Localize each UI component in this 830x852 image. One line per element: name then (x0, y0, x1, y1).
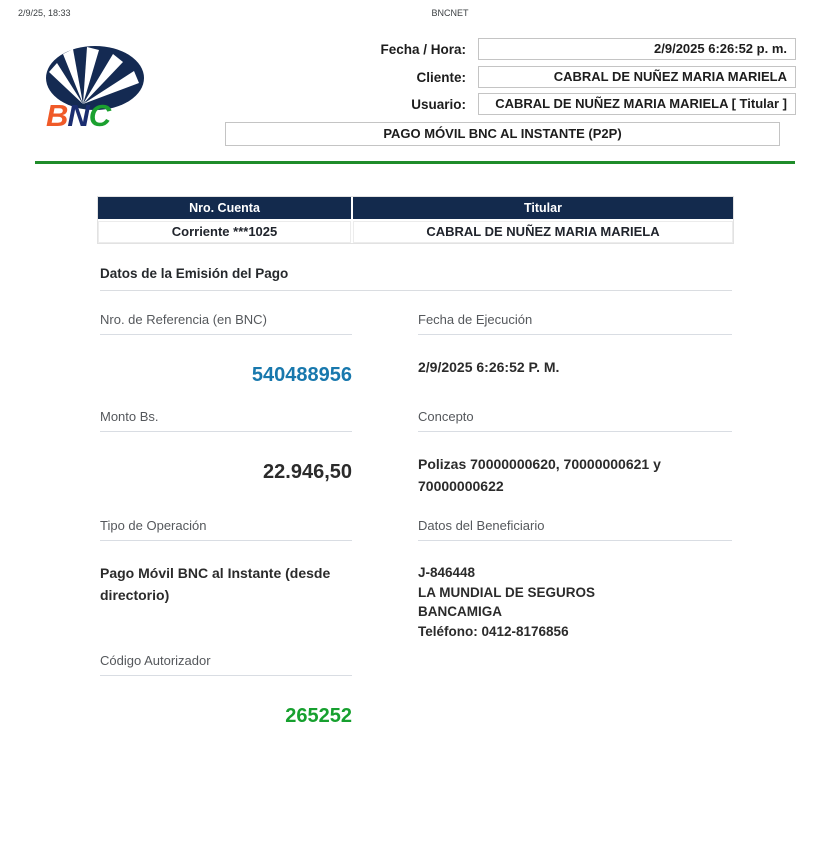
account-table-header-cuenta: Nro. Cuenta (98, 197, 351, 219)
field-referencia (100, 312, 352, 385)
account-table-cell-cuenta: Corriente ***1025 (98, 221, 351, 243)
transaction-title: PAGO MÓVIL BNC AL INSTANTE (P2P) (225, 122, 780, 146)
logo-letter-c: C (88, 98, 111, 133)
logo-letter-n: N (67, 98, 89, 133)
beneficiario-label: Datos del Beneficiario (418, 518, 732, 541)
cliente-label: Cliente: (416, 69, 466, 85)
print-datetime: 2/9/25, 18:33 (18, 8, 71, 18)
monto-value: 22.946,50 (263, 461, 352, 483)
tipo-operacion-value: Pago Móvil BNC al Instante (desde directorio) (100, 565, 331, 603)
cliente-value: CABRAL DE NUÑEZ MARIA MARIELA (478, 66, 796, 88)
header-row-cliente (280, 66, 796, 88)
beneficiario-rif: J-846448 (418, 565, 476, 580)
beneficiario-telefono: Teléfono: 0412-8176856 (418, 623, 569, 639)
usuario-label: Usuario: (411, 96, 466, 112)
field-beneficiario (418, 518, 732, 641)
account-table (97, 196, 734, 244)
print-page-title: BNCNET (431, 8, 469, 18)
beneficiario-banco: BANCAMIGA (418, 604, 502, 619)
green-divider (35, 161, 795, 164)
fecha-ejecucion-label: Fecha de Ejecución (418, 312, 732, 335)
monto-label: Monto Bs. (100, 409, 352, 432)
concepto-value: Polizas 70000000620, 70000000621 y 70000000622 (418, 456, 661, 494)
codigo-autorizador-label: Código Autorizador (100, 653, 352, 676)
account-table-header-titular: Titular (353, 197, 733, 219)
logo-letter-b: B (46, 98, 68, 133)
codigo-autorizador-value: 265252 (285, 705, 352, 727)
field-codigo-autorizador (100, 653, 352, 726)
header-row-usuario (280, 93, 796, 115)
field-monto (100, 409, 352, 482)
header-row-fecha-hora (280, 38, 796, 60)
field-tipo-operacion (100, 518, 352, 606)
beneficiario-nombre: LA MUNDIAL DE SEGUROS (418, 584, 596, 600)
field-concepto (418, 409, 732, 497)
fecha-hora-value: 2/9/2025 6:26:52 p. m. (478, 38, 796, 60)
bnc-logo (42, 44, 152, 131)
referencia-value: 540488956 (251, 364, 352, 386)
fecha-ejecucion-value: 2/9/2025 6:26:52 P. M. (418, 359, 560, 375)
concepto-label: Concepto (418, 409, 732, 432)
bnc-logo-wordmark (46, 100, 152, 131)
referencia-label: Nro. de Referencia (en BNC) (100, 312, 352, 335)
tipo-operacion-label: Tipo de Operación (100, 518, 352, 541)
account-table-cell-titular: CABRAL DE NUÑEZ MARIA MARIELA (353, 221, 733, 243)
field-fecha-ejecucion (418, 312, 732, 379)
usuario-value: CABRAL DE NUÑEZ MARIA MARIELA [ Titular ] (478, 93, 796, 115)
section-title: Datos de la Emisión del Pago (100, 266, 732, 291)
fecha-hora-label: Fecha / Hora: (380, 41, 466, 57)
